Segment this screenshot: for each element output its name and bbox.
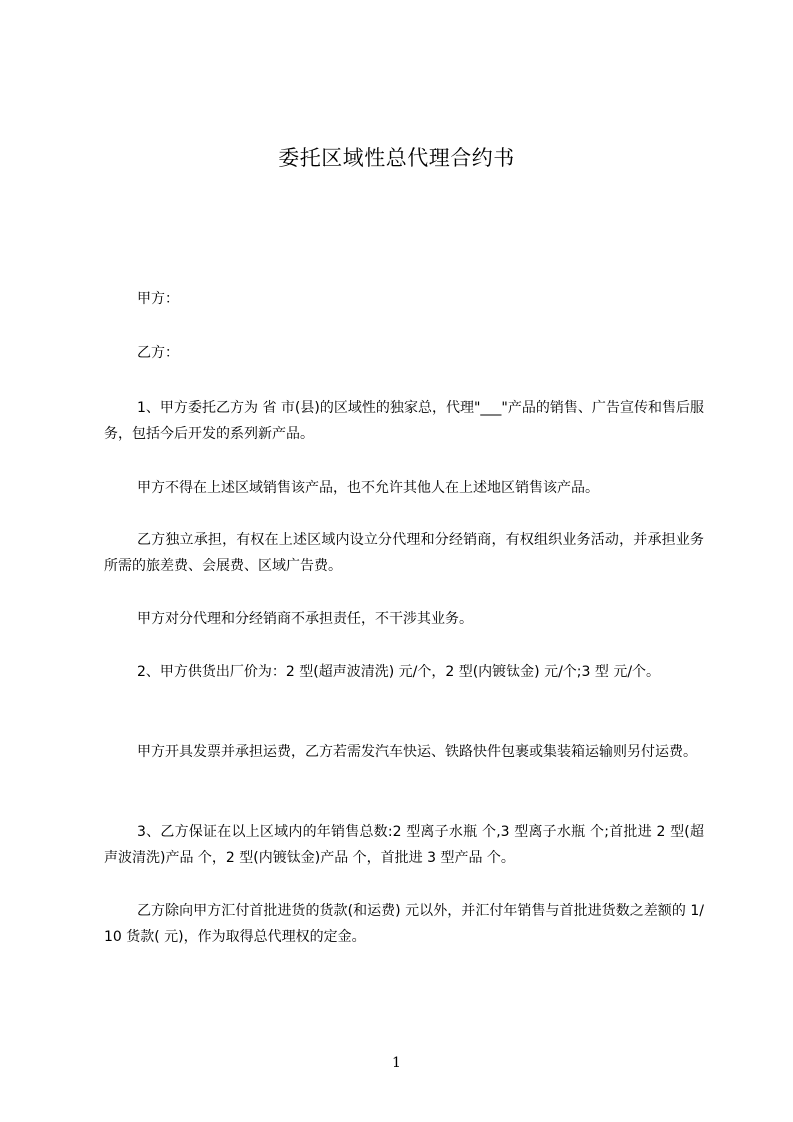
paragraph-clause-1-liability: 甲方对分代理和分经销商不承担责任，不干涉其业务。: [137, 611, 473, 627]
paragraph-party-a: 甲方：: [137, 291, 179, 307]
paragraph-clause-1-restriction: 甲方不得在上述区域销售该产品，也不允许其他人在上述地区销售该产品。: [137, 480, 599, 496]
paragraph-clause-3-deposit: 乙方除向甲方汇付首批进货的货款(和运费) 元以外，并汇付年销售与首批进货数之差额的 1/10 货款( 元)，作为取得总代理权的定金。: [104, 903, 704, 945]
paragraph-clause-1-party-b-rights: 乙方独立承担，有权在上述区域内设立分代理和分经销商，有权组织业务活动，并承担业务所需的旅差费、会展费、区域广告费。: [104, 532, 704, 574]
paragraph-party-b: 乙方：: [137, 345, 179, 361]
paragraph-clause-2: 2、甲方供货出厂价为：2 型(超声波清洗) 元/个，2 型(内镀钛金) 元/个;3 型 元/个。: [137, 664, 661, 680]
document-title: 委托区域性总代理合约书: [278, 146, 515, 170]
page-number: 1: [392, 1055, 401, 1071]
paragraph-clause-3: 3、乙方保证在以上区域内的年销售总数:2 型离子水瓶 个,3 型离子水瓶 个;首批进 2 型(超声波清洗)产品 个，2 型(内镀钛金)产品 个，首批进 3 型产品 个。: [104, 824, 704, 866]
paragraph-clause-1: 1、甲方委托乙方为 省 市(县)的区域性的独家总，代理"___"产品的销售、广告宣传和售后服务，包括今后开发的系列新产品。: [104, 400, 704, 442]
paragraph-clause-2-shipping: 甲方开具发票并承担运费，乙方若需发汽车快运、铁路快件包裹或集装箱运输则另付运费。: [137, 744, 697, 760]
